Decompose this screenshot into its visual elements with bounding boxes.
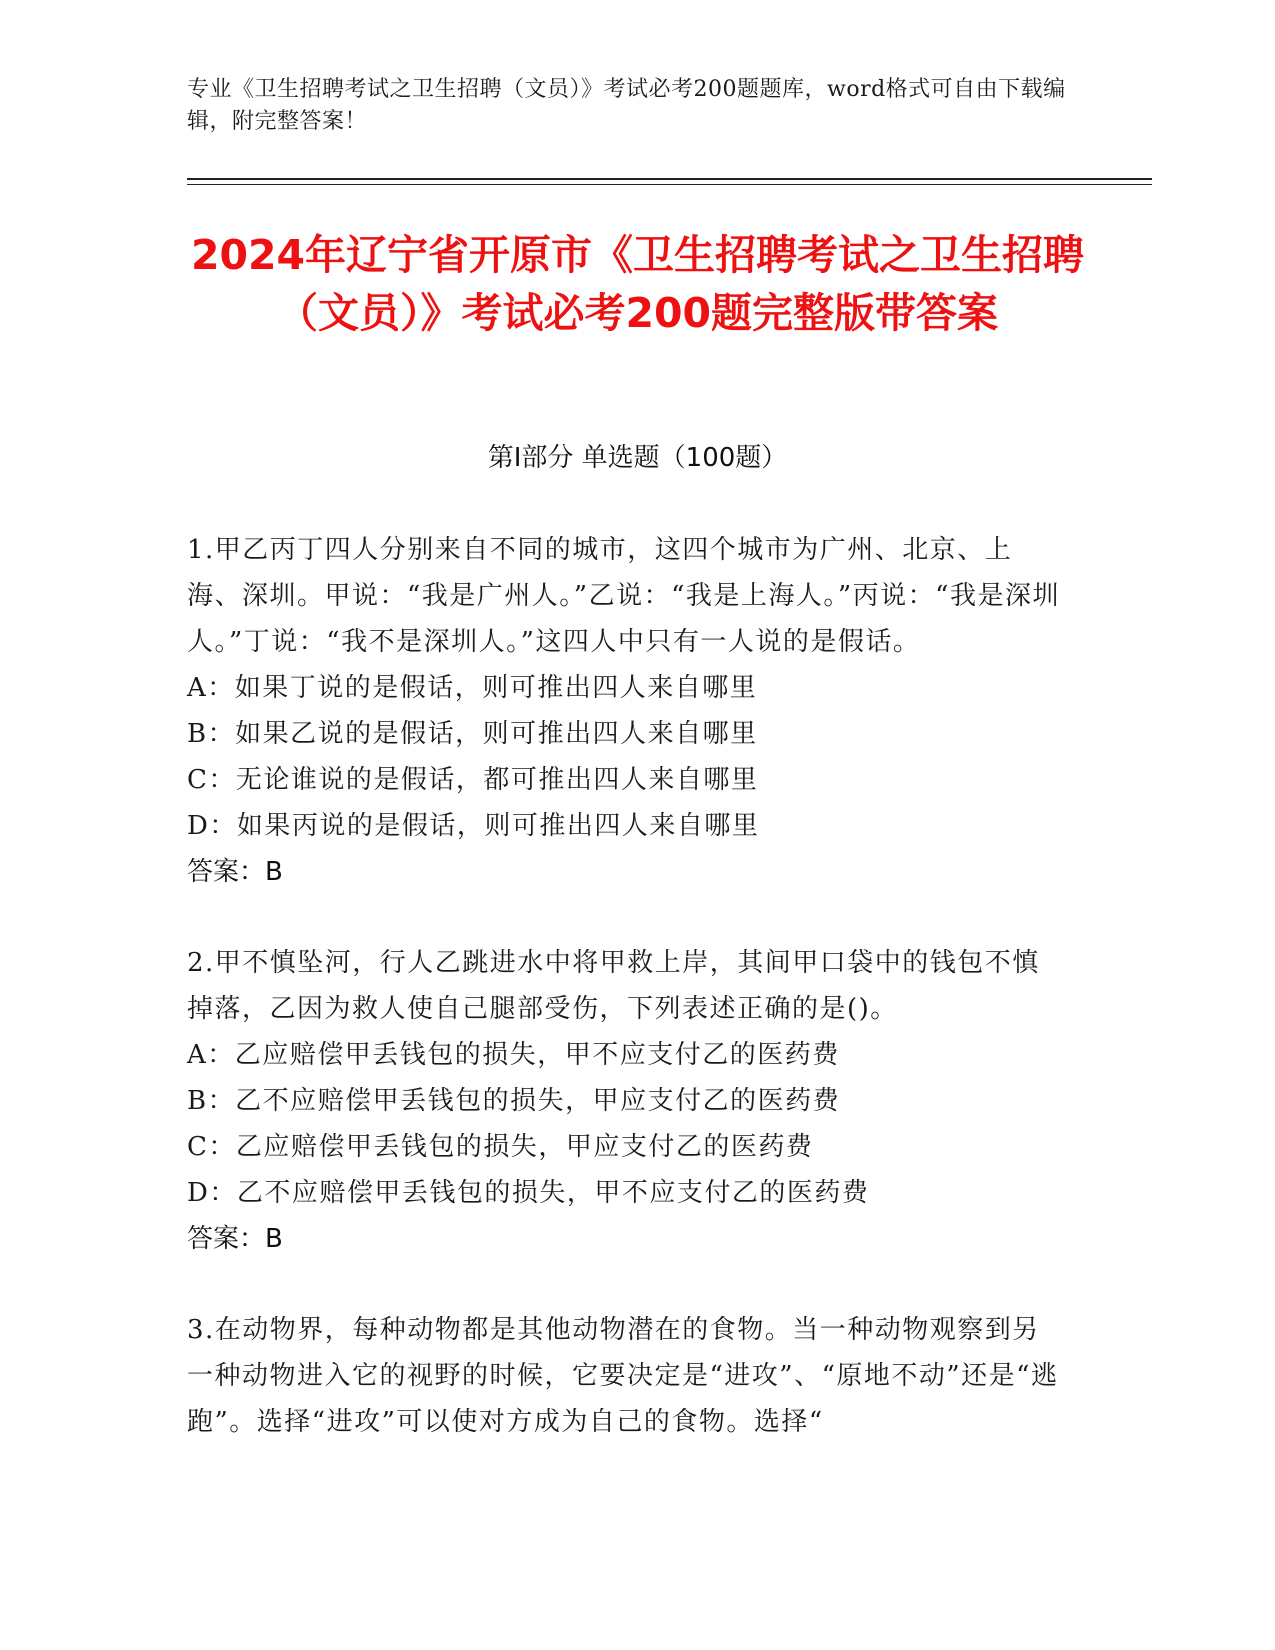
question-1 (187, 527, 1067, 895)
header-note: 专业《卫生招聘考试之卫生招聘（文员）》考试必考200题题库，word格式可自由下载编辑，附完整答案！ (187, 77, 1066, 134)
option-c: C：乙应赔偿甲丢钱包的损失，甲应支付乙的医药费 (187, 1132, 814, 1162)
question-3 (187, 1307, 1067, 1445)
option-d: D：如果丙说的是假话，则可推出四人来自哪里 (187, 811, 760, 841)
option-d: D：乙不应赔偿甲丢钱包的损失，甲不应支付乙的医药费 (187, 1178, 870, 1208)
question-text: 3.在动物界，每种动物都是其他动物潜在的食物。当一种动物观察到另一种动物进入它的视野的时候，它要决定是“进攻”、“原地不动”还是“逃跑”。选择“进攻”可以使对方成为自己的食物。选择“ (187, 1315, 1059, 1437)
option-a: A：乙应赔偿甲丢钱包的损失，甲不应支付乙的医药费 (187, 1040, 840, 1070)
section-title: 第Ⅰ部分 单选题（100题） (487, 443, 788, 473)
question-2 (187, 940, 1067, 1262)
header-divider-thick (187, 178, 1152, 180)
answer-label: 答案：B (187, 857, 283, 887)
document-title: 2024年辽宁省开原市《卫生招聘考试之卫生招聘（文员）》考试必考200题完整版带答案 (190, 231, 1085, 337)
question-list (187, 527, 1067, 1490)
option-b: B：如果乙说的是假话，则可推出四人来自哪里 (187, 719, 758, 749)
header-divider-thin (187, 184, 1152, 185)
option-c: C：无论谁说的是假话，都可推出四人来自哪里 (187, 765, 759, 795)
answer-label: 答案：B (187, 1224, 283, 1254)
option-b: B：乙不应赔偿甲丢钱包的损失，甲应支付乙的医药费 (187, 1086, 841, 1116)
question-text: 2.甲不慎坠河，行人乙跳进水中将甲救上岸，其间甲口袋中的钱包不慎掉落，乙因为救人使自己腿部受伤，下列表述正确的是()。 (187, 948, 1040, 1024)
question-text: 1.甲乙丙丁四人分别来自不同的城市，这四个城市为广州、北京、上海、深圳。甲说：“我是广州人。”乙说：“我是上海人。”丙说：“我是深圳人。”丁说：“我不是深圳人。”这四人中只有一人说的是假话。 (187, 535, 1060, 657)
option-a: A：如果丁说的是假话，则可推出四人来自哪里 (187, 673, 758, 703)
